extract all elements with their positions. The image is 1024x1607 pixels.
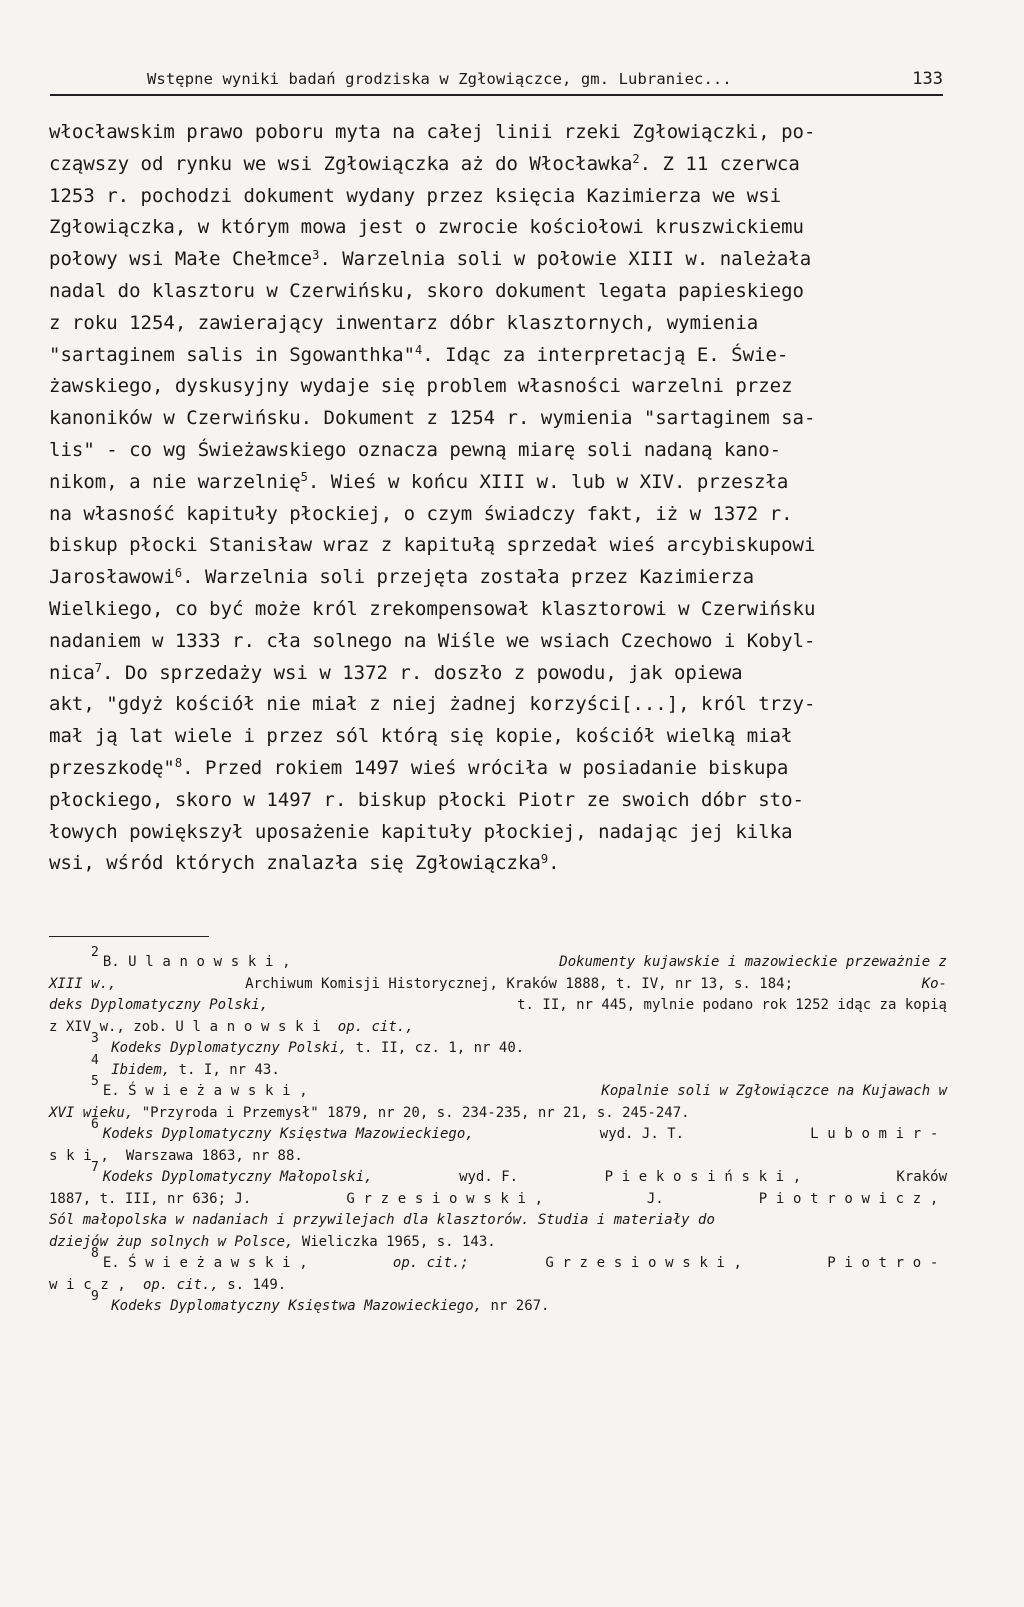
footnote-line: wicz, op. cit., s. 149. <box>49 1276 287 1293</box>
footnote-ref[interactable]: 6 <box>174 565 183 580</box>
footnote-line: z XIV w., zob. Ulanowski op. cit., <box>49 1018 414 1035</box>
footnote-number: 2 <box>91 945 99 960</box>
body-line: wsi, wśród których znalazła się Zgłowiączka$^9$. <box>49 851 560 875</box>
body-line: Wielkiego, co być może król zrekompensował klasztorowi w Czerwińsku <box>49 597 816 620</box>
footnote-8: 8E. Świeżawski, op. cit.; Grzesiowski, Piotro- <box>91 1246 947 1271</box>
body-line: z roku 1254, zawierający inwentarz dóbr klasztornych, wymienia <box>49 311 759 334</box>
body-line: na własność kapituły płockiej, o czym świadczy fakt, iż w 1372 r. <box>49 502 793 525</box>
footnote-ref[interactable]: 7 <box>94 660 102 675</box>
footnote-line: dziejów żup solnych w Polsce, Wieliczka 1965, s. 143. <box>49 1233 496 1250</box>
body-line: cząwszy od rynku we wsi Zgłowiączka aż do Włocławka$^2$. Z 11 czerwca <box>49 152 800 175</box>
footnote-line: XIII w., Archiwum Komisji Historycznej, Kraków 1888, t. IV, nr 13, s. 184; Ko- <box>49 975 947 992</box>
footnote-number: 9 <box>91 1289 99 1304</box>
footnote-number: 7 <box>91 1160 99 1175</box>
footnote-ref[interactable]: 9 <box>540 851 549 866</box>
footnote-line: deks Dyplomatyczny Polski, t. II, nr 445, mylnie podano rok 1252 idąc za kopią <box>49 997 947 1013</box>
body-line: nica$^7$. Do sprzedaży wsi w 1372 r. doszło z powodu, jak opiewa <box>49 660 743 684</box>
footnote-number: 8 <box>91 1246 99 1261</box>
footnote-4: 4 Ibidem, t. I, nr 43. <box>49 1060 947 1082</box>
body-line: Jarosławowi$^6$. Warzelnia soli przejęta została przez Kazimierza <box>49 565 755 589</box>
footnote-number: 3 <box>91 1031 99 1046</box>
footnote-ref[interactable]: 3 <box>312 247 320 262</box>
running-title: Wstępne wyniki badań grodziska w Zgłowiączce, gm. Lubraniec... <box>147 70 732 88</box>
footnote-separator <box>49 936 209 937</box>
footnote-3: 3 Kodeks Dyplomatyczny Polski, t. II, cz. 1, nr 40. <box>49 1038 947 1060</box>
body-line: akt, "gdyż kościół nie miał z niej żadnej korzyści[...], król trzy- <box>49 693 816 716</box>
body-line: lis" - co wg Świeżawskiego oznacza pewną miarę soli nadaną kano- <box>49 438 782 461</box>
footnote-2: 2B. Ulanowski, Dokumenty kujawskie i mazowieckie przeważnie z <box>91 945 947 970</box>
body-line: nadal do klasztoru w Czerwińsku, skoro dokument legata papieskiego <box>49 279 804 302</box>
body-line: włocławskim prawo poboru myta na całej linii rzeki Zgłowiączki, po- <box>49 121 816 143</box>
footnote-line: Sól małopolska w nadaniach i przywilejach dla klasztorów. Studia i materiały do <box>49 1212 715 1228</box>
body-line: nikom, a nie warzelnię$^5$. Wieś w końcu XIII w. lub w XIV. przeszła <box>49 470 789 493</box>
body-line: biskup płocki Stanisław wraz z kapitułą sprzedał wieś arcybiskupowi <box>49 534 816 557</box>
footnote-number: 4 <box>91 1052 99 1068</box>
page-number: 133 <box>912 69 943 89</box>
body-line: Zgłowiączka, w którym mowa jest o zwrocie kościołowi kruszwickiemu <box>49 216 804 239</box>
body-text <box>49 117 947 880</box>
footnote-9: 9 Kodeks Dyplomatyczny Księstwa Mazowieckiego, nr 267. <box>49 1296 947 1318</box>
footnote-line: 1887, t. III, nr 636; J. Grzesiowski, J. Piotrowicz, <box>49 1190 947 1207</box>
body-line: połowy wsi Małe Chełmce$^3$. Warzelnia soli w połowie XIII w. należała <box>49 247 812 271</box>
body-line: żawskiego, dyskusyjny wydaje się problem własności warzelni przez <box>49 375 793 398</box>
footnote-7: 7Kodeks Dyplomatyczny Małopolski, wyd. F. Piekosiński, Kraków <box>91 1160 947 1185</box>
body-line: "sartaginem salis in Sgowanthka"$^4$. Idąc za interpretacją E. Świe- <box>49 342 789 366</box>
body-line: przeszkodę"$^8$. Przed rokiem 1497 wieś wróciła w posiadanie biskupa <box>49 756 789 779</box>
running-header <box>50 66 943 96</box>
body-line: kanoników w Czerwińsku. Dokument z 1254 r. wymienia "sartaginem sa- <box>49 407 816 430</box>
body-line: 1253 r. pochodzi dokument wydany przez księcia Kazimierza we wsi <box>49 184 782 207</box>
footnotes <box>49 945 947 1318</box>
body-line: mał ją lat wiele i przez sól którą się kopie, kościół wielką miał <box>49 725 793 748</box>
footnote-number: 5 <box>91 1074 99 1089</box>
body-line: płockiego, skoro w 1497 r. biskup płocki Piotr ze swoich dóbr sto- <box>49 788 804 811</box>
footnote-ref[interactable]: 2 <box>632 152 640 167</box>
footnote-line: XVI wieku, "Przyroda i Przemysł" 1879, nr 20, s. 234-235, nr 21, s. 245-247. <box>49 1104 690 1121</box>
footnote-5: 5E. Świeżawski, Kopalnie soli w Zgłowiączce na Kujawach w <box>91 1074 947 1099</box>
footnote-ref[interactable]: 4 <box>415 342 423 357</box>
footnote-ref[interactable]: 8 <box>174 756 183 771</box>
footnote-line: ski, Warszawa 1863, nr 88. <box>49 1147 303 1164</box>
footnote-ref[interactable]: 5 <box>300 470 308 485</box>
footnote-number: 6 <box>91 1117 99 1132</box>
footnote-6: 6Kodeks Dyplomatyczny Księstwa Mazowieckiego, wyd. J. T. Lubomir- <box>91 1117 947 1142</box>
body-line: nadaniem w 1333 r. cła solnego na Wiśle we wsiach Czechowo i Kobyl- <box>49 629 816 652</box>
body-line: łowych powiększył uposażenie kapituły płockiej, nadając jej kilka <box>49 820 793 843</box>
